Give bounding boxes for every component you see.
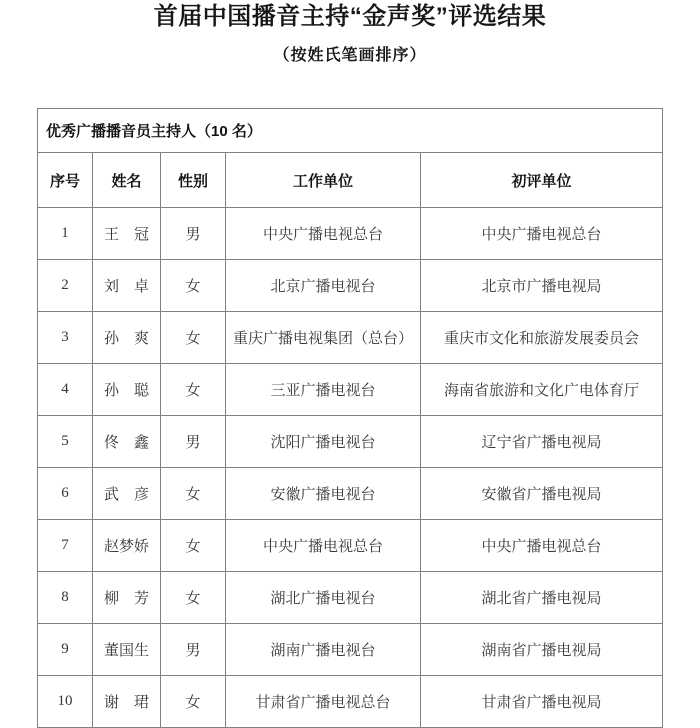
column-header-work: 工作单位	[226, 153, 421, 208]
name-cell: 孙 聪	[93, 364, 161, 416]
no-cell: 8	[38, 572, 93, 624]
no-cell: 5	[38, 416, 93, 468]
work-cell: 重庆广播电视集团（总台）	[226, 312, 421, 364]
review-cell: 北京市广播电视局	[421, 260, 663, 312]
no-cell: 6	[38, 468, 93, 520]
table-row	[38, 260, 663, 312]
table-row	[38, 624, 663, 676]
work-cell: 中央广播电视总台	[226, 208, 421, 260]
table-row	[38, 468, 663, 520]
column-header-no: 序号	[38, 153, 93, 208]
section-header-row	[38, 109, 663, 153]
work-cell: 三亚广播电视台	[226, 364, 421, 416]
review-cell: 中央广播电视总台	[421, 208, 663, 260]
name-cell: 董国生	[93, 624, 161, 676]
gender-cell: 女	[161, 364, 226, 416]
no-cell: 2	[38, 260, 93, 312]
work-cell: 沈阳广播电视台	[226, 416, 421, 468]
name-cell: 武 彦	[93, 468, 161, 520]
gender-cell: 女	[161, 312, 226, 364]
no-cell: 7	[38, 520, 93, 572]
table-row	[38, 416, 663, 468]
results-table	[37, 108, 663, 728]
table-row	[38, 208, 663, 260]
table-row	[38, 572, 663, 624]
review-cell: 重庆市文化和旅游发展委员会	[421, 312, 663, 364]
name-cell: 王 冠	[93, 208, 161, 260]
review-cell: 安徽省广播电视局	[421, 468, 663, 520]
column-header-row	[38, 153, 663, 208]
work-cell: 甘肃省广播电视总台	[226, 676, 421, 728]
review-cell: 中央广播电视总台	[421, 520, 663, 572]
no-cell: 9	[38, 624, 93, 676]
work-cell: 北京广播电视台	[226, 260, 421, 312]
gender-cell: 女	[161, 572, 226, 624]
column-header-gender: 性别	[161, 153, 226, 208]
work-cell: 中央广播电视总台	[226, 520, 421, 572]
name-cell: 赵梦娇	[93, 520, 161, 572]
review-cell: 海南省旅游和文化广电体育厅	[421, 364, 663, 416]
no-cell: 3	[38, 312, 93, 364]
name-cell: 谢 珺	[93, 676, 161, 728]
table-row	[38, 364, 663, 416]
work-cell: 湖南广播电视台	[226, 624, 421, 676]
work-cell: 湖北广播电视台	[226, 572, 421, 624]
name-cell: 孙 爽	[93, 312, 161, 364]
gender-cell: 女	[161, 468, 226, 520]
no-cell: 10	[38, 676, 93, 728]
name-cell: 佟 鑫	[93, 416, 161, 468]
page-subtitle: （按姓氏笔画排序）	[273, 47, 427, 64]
review-cell: 湖北省广播电视局	[421, 572, 663, 624]
gender-cell: 女	[161, 676, 226, 728]
no-cell: 4	[38, 364, 93, 416]
page-title: 首届中国播音主持“金声奖”评选结果	[153, 3, 547, 30]
review-cell: 湖南省广播电视局	[421, 624, 663, 676]
table-row	[38, 676, 663, 728]
review-cell: 辽宁省广播电视局	[421, 416, 663, 468]
section-header: 优秀广播播音员主持人（10 名）	[38, 109, 663, 153]
column-header-name: 姓名	[93, 153, 161, 208]
review-cell: 甘肃省广播电视局	[421, 676, 663, 728]
table-row	[38, 312, 663, 364]
name-cell: 柳 芳	[93, 572, 161, 624]
gender-cell: 男	[161, 416, 226, 468]
work-cell: 安徽广播电视台	[226, 468, 421, 520]
column-header-review: 初评单位	[421, 153, 663, 208]
table-row	[38, 520, 663, 572]
gender-cell: 女	[161, 520, 226, 572]
gender-cell: 男	[161, 624, 226, 676]
gender-cell: 女	[161, 260, 226, 312]
gender-cell: 男	[161, 208, 226, 260]
name-cell: 刘 卓	[93, 260, 161, 312]
no-cell: 1	[38, 208, 93, 260]
